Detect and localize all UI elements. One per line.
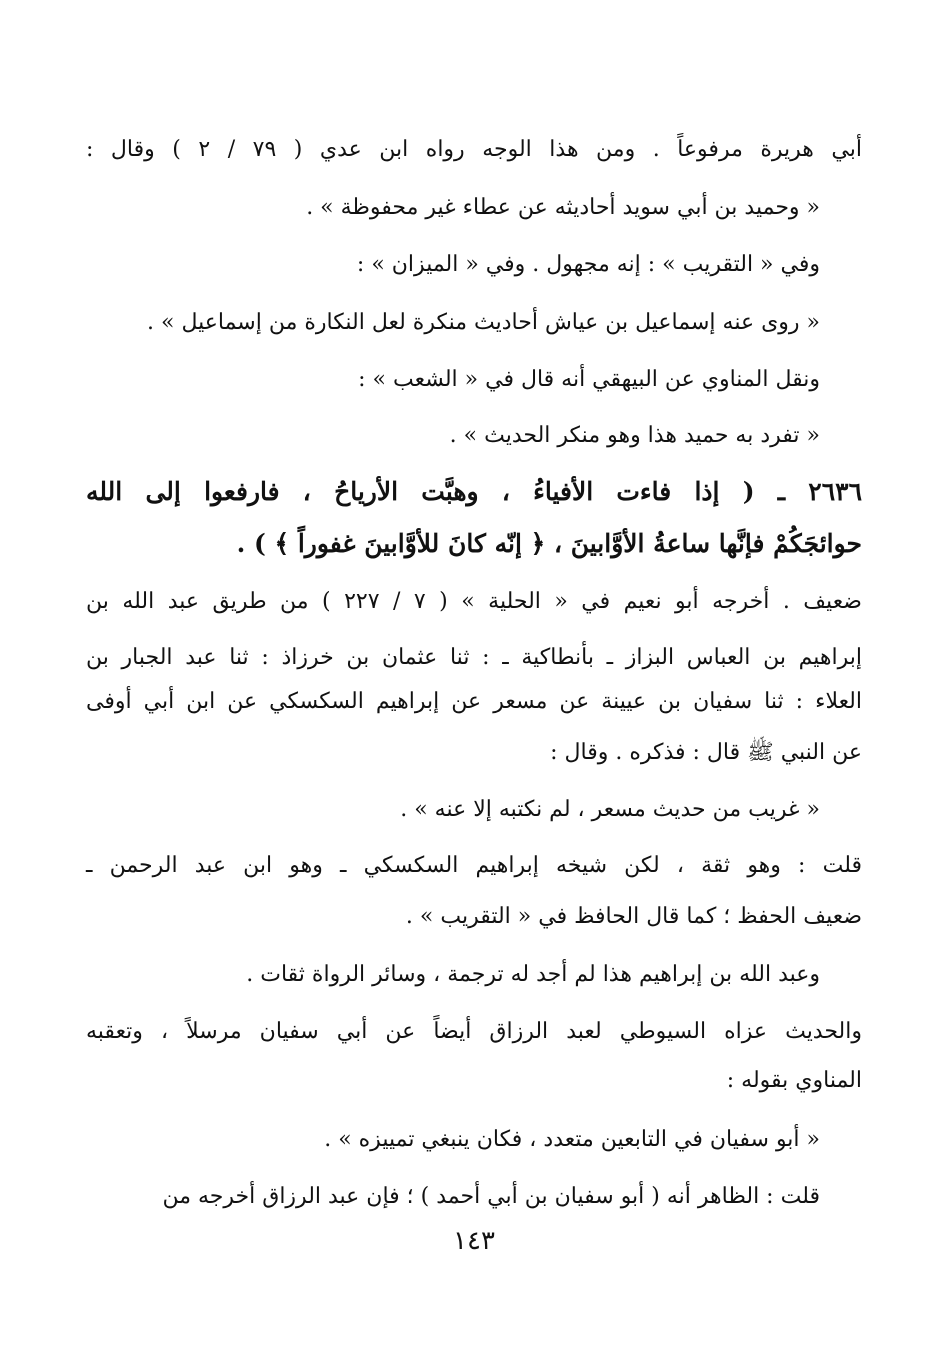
text-line-3: ونقل المناوي عن البيهقي أنه قال في « الشعب » :	[358, 367, 820, 392]
text-line-8: قلت : وهو ثقة ، لكن شيخه إبراهيم السكسكي ـ وهو ابن عبد الرحمن ـ	[86, 853, 862, 878]
quote-line-2: « روى عنه إسماعيل بن عياش أحاديث منكرة لعل النكارة من إسماعيل » .	[147, 310, 820, 335]
quote-line-4: « غريب من حديث مسعر ، لم نكتبه إلا عنه » .	[400, 797, 820, 822]
quote-line-3: « تفرد به حميد هذا وهو منكر الحديث » .	[449, 423, 820, 448]
quote-line-1: « وحميد بن أبي سويد أحاديثه عن عطاء غير محفوظة » .	[306, 195, 820, 220]
text-line-6: العلاء : ثنا سفيان بن عيينة عن مسعر عن إبراهيم السكسكي عن ابن أبي أوفى	[86, 689, 862, 714]
text-line-5: إبراهيم بن العباس البزاز ـ بأنطاكية ـ : ثنا عثمان بن خرزاذ : ثنا عبد الجبار بن	[86, 645, 862, 670]
text-line-11: والحديث عزاه السيوطي لعبد الرزاق أيضاً عن أبي سفيان مرسلاً ، وتعقبه	[86, 1019, 862, 1044]
quote-line-5: « أبو سفيان في التابعين متعدد ، فكان ينبغي تمييزه » .	[324, 1127, 820, 1152]
hadith-heading-line-1: ٢٦٣٦ ـ ( إذا فاءت الأفياءُ ، وهبَّت الأرياحُ ، فارفعوا إلى الله	[86, 477, 862, 506]
text-line-12: المناوي بقوله :	[726, 1068, 862, 1093]
hadith-heading-line-2: حوائجَكُمْ فإنَّها ساعةُ الأوَّابينَ ، ﴿ إنّه كانَ للأوَّابينَ غفوراً ﴾ ) .	[236, 529, 862, 558]
text-line-7: عن النبي ﷺ قال : فذكره . وقال :	[550, 740, 862, 765]
text-line-10: وعبد الله بن إبراهيم هذا لم أجد له ترجمة ، وسائر الرواة ثقات .	[246, 962, 820, 987]
page-number: ١٤٣	[453, 1226, 495, 1256]
text-line-4: ضعيف . أخرجه أبو نعيم في « الحلية » ( ٧ / ٢٢٧ ) من طريق عبد الله بن	[86, 589, 862, 614]
text-line-1: أبي هريرة مرفوعاً . ومن هذا الوجه رواه ابن عدي ( ٧٩ / ٢ ) وقال :	[86, 137, 862, 162]
text-line-13: قلت : الظاهر أنه ( أبو سفيان بن أبي أحمد ) ؛ فإن عبد الرزاق أخرجه من	[162, 1184, 820, 1209]
text-line-2: وفي « التقريب » : إنه مجهول . وفي « الميزان » :	[356, 252, 820, 277]
text-line-9: ضعيف الحفظ ؛ كما قال الحافظ في « التقريب » .	[405, 904, 862, 929]
